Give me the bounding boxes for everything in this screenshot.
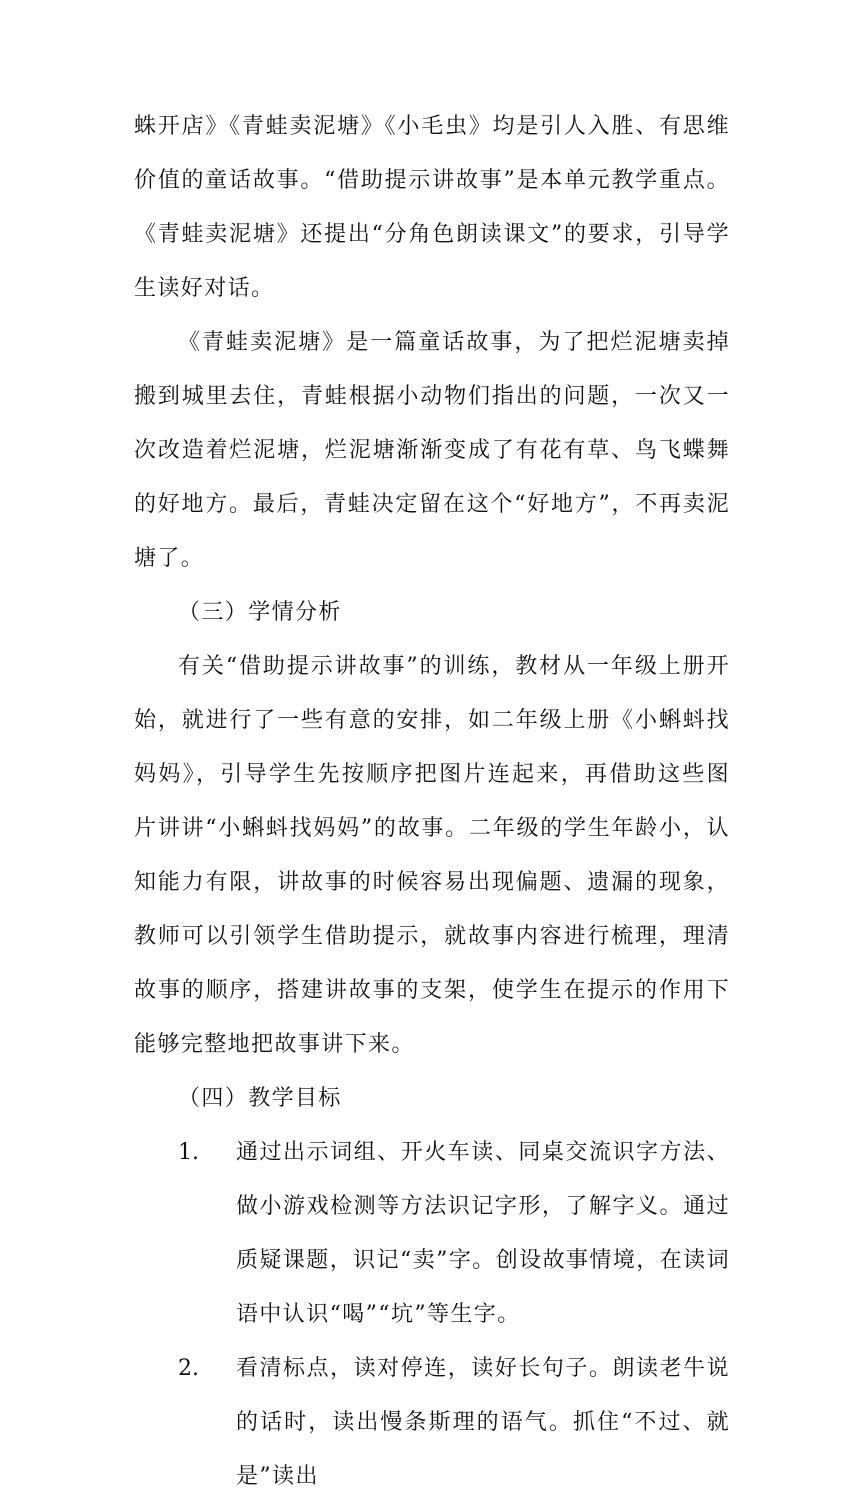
goal-number: 2. [178, 1356, 199, 1381]
paragraph-intro-continued: 蛛开店》《青蛙卖泥塘》《小毛虫》均是引人入胜、有思维价值的童话故事。“借助提示讲故事”是本单元教学重点。《青蛙卖泥塘》还提出“分角色朗读课文”的要求，引导学生读好对话。 [134, 114, 730, 301]
goal-text: 看清标点，读对停连，读好长句子。朗读老牛说的话时，读出慢条斯理的语气。抓住“不过、就是”读出 [236, 1356, 730, 1489]
goal-number: 1. [178, 1140, 199, 1165]
heading-learning-analysis: （三）学情分析 [178, 600, 342, 625]
paragraph-story-summary: 《青蛙卖泥塘》是一篇童话故事，为了把烂泥塘卖掉搬到城里去住，青蛙根据小动物们指出的问题，一次又一次改造着烂泥塘，烂泥塘渐渐变成了有花有草、鸟飞蝶舞的好地方。最后，青蛙决定留在这个“好地方”，不再卖泥塘了。 [134, 330, 730, 571]
heading-teaching-goals: （四）教学目标 [178, 1086, 342, 1111]
goal-item-2 [134, 1342, 730, 1504]
goal-item-1 [134, 1126, 730, 1342]
paragraph-learning-analysis: 有关“借助提示讲故事”的训练，教材从一年级上册开始，就进行了一些有意的安排，如二年级上册《小蝌蚪找妈妈》，引导学生先按顺序把图片连起来，再借助这些图片讲讲“小蝌蚪找妈妈”的故事。二年级的学生年龄小，认知能力有限，讲故事的时候容易出现偏题、遗漏的现象，教师可以引领学生借助提示，就故事内容进行梳理，理清故事的顺序，搭建讲故事的支架，使学生在提示的作用下能够完整地把故事讲下来。 [134, 654, 730, 1057]
document-body [134, 100, 730, 1504]
goal-text: 通过出示词组、开火车读、同桌交流识字方法、做小游戏检测等方法识记字形，了解字义。通过质疑课题，识记“卖”字。创设故事情境，在读词语中认识“喝”“坑”等生字。 [236, 1140, 730, 1327]
